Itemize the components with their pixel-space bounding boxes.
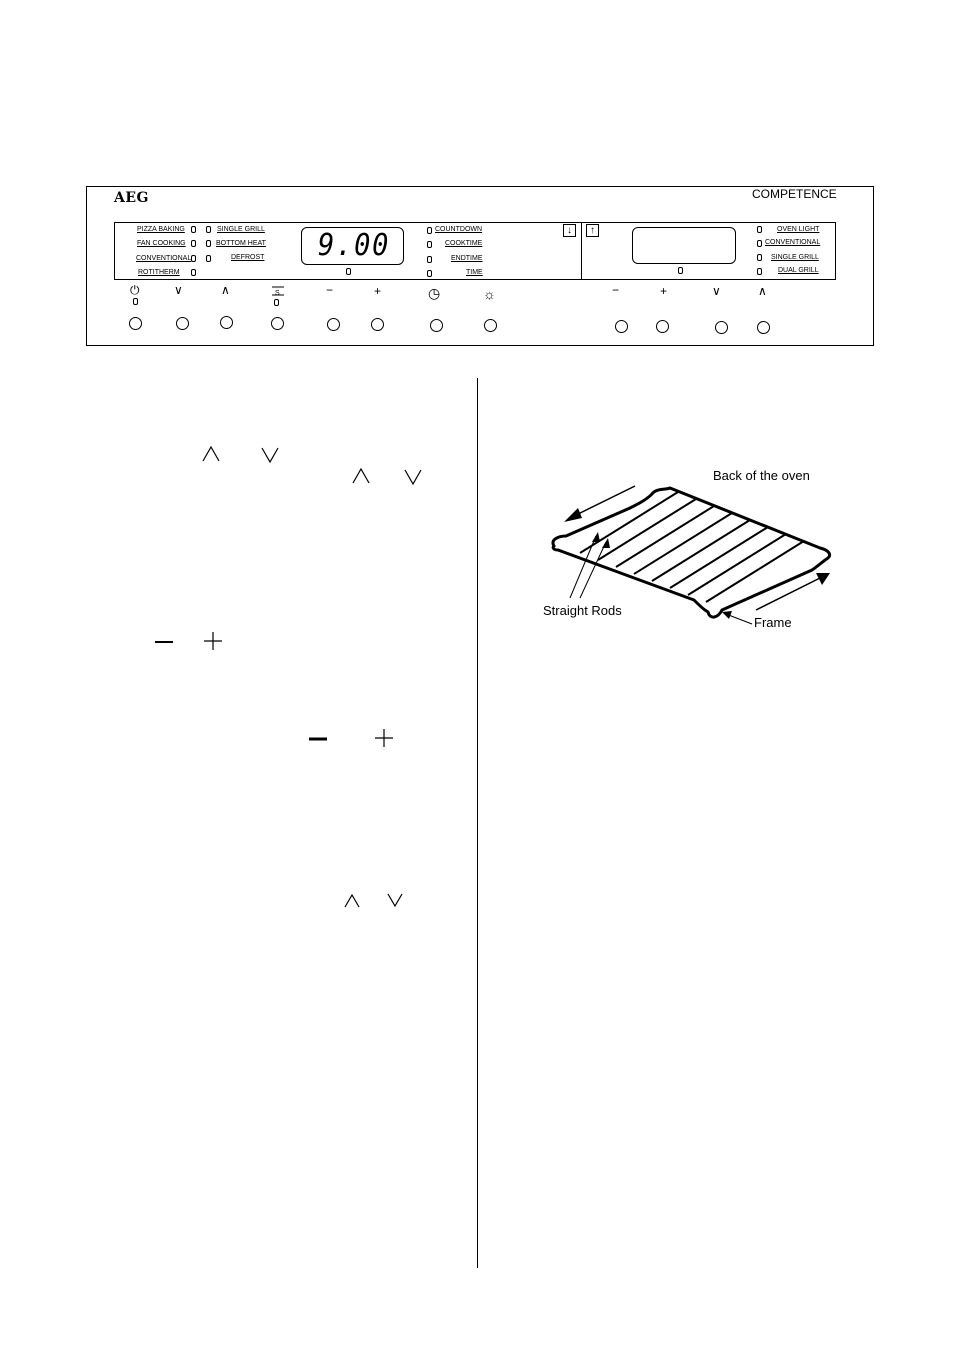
right-mode-dual-grill: DUAL GRILL [778,267,819,274]
mode-down-button[interactable] [176,317,189,330]
minus-icon [308,729,328,749]
display-value: 9.00 [318,228,391,263]
chevron-up-icon [344,894,360,908]
minus-icon: − [612,283,620,297]
right-display-led [678,267,683,274]
chevron-down-icon: ∨ [712,284,721,298]
arrow-down-icon: ↓ [563,224,576,237]
timer-led [427,256,432,263]
column-divider [477,378,478,1268]
mode-label-bottom-heat: BOTTOM HEAT [216,240,266,247]
mode-led [206,255,211,262]
grill-icon [271,286,285,296]
mode-led [191,226,196,233]
mode-led [206,226,211,233]
plus-icon: + [660,284,668,298]
right-mode-led [757,226,762,233]
right-mode-led [757,254,762,261]
timer-label-time: TIME [466,269,483,276]
mode-label-defrost: DEFROST [231,254,265,261]
mode-led [191,255,196,262]
back-of-oven-label: Back of the oven [713,468,810,483]
right-mode-led [757,240,762,247]
mode-label-single-grill: SINGLE GRILL [217,226,265,233]
mode-led [191,269,196,276]
right-up-button[interactable] [757,321,770,334]
mode-label-fan: FAN COOKING [137,240,186,247]
right-down-button[interactable] [715,321,728,334]
timer-led [427,227,432,234]
mode-led [191,240,196,247]
timer-label-cooktime: COOKTIME [445,240,483,247]
mode-label-rotitherm: ROTITHERM [138,269,180,276]
timer-label-endtime: ENDTIME [451,255,483,262]
model-name: COMPETENCE [752,187,837,201]
straight-rods-label: Straight Rods [543,603,622,618]
timer-label-countdown: COUNTDOWN [435,226,483,233]
right-minus-button[interactable] [615,320,628,333]
chevron-up-icon [352,468,370,484]
plus-icon [203,631,223,651]
chevron-down-icon [404,469,422,485]
power-led [133,298,138,305]
power-button[interactable] [129,317,142,330]
minus-button[interactable] [327,318,340,331]
grill-button[interactable] [271,317,284,330]
minus-icon: − [326,283,334,297]
light-button[interactable] [484,319,497,332]
panel-divider [581,222,582,280]
mode-up-button[interactable] [220,316,233,329]
plus-icon: + [374,284,382,298]
timer-led [427,241,432,248]
right-mode-conventional: CONVENTIONAL [765,239,821,246]
chevron-down-icon: ∨ [174,283,183,297]
grill-led [274,299,279,306]
straight-rods [580,492,804,602]
arrow-up-icon: ↑ [586,224,599,237]
right-mode-oven-light: OVEN LIGHT [777,226,820,233]
plus-icon [374,728,394,748]
timer-led [427,270,432,277]
chevron-up-icon: ∧ [221,283,230,297]
mode-led [206,240,211,247]
shelf-frame [553,488,830,617]
right-mode-single-grill: SINGLE GRILL [771,254,819,261]
mode-label-pizza: PIZZA BAKING [137,226,185,233]
frame-label: Frame [754,615,792,630]
mode-label-conventional: CONVENTIONAL [136,255,192,262]
power-icon: ⏻ [130,283,140,297]
right-mode-led [757,268,762,275]
right-display [632,227,736,264]
display-led [346,268,351,275]
chevron-up-icon [202,446,220,462]
svg-text:S: S [275,290,280,296]
chevron-down-icon [387,893,403,907]
right-plus-button[interactable] [656,320,669,333]
clock-icon: ◷ [428,285,441,301]
front-arrow [756,578,820,610]
chevron-up-icon: ∧ [758,284,767,298]
minus-icon [154,632,174,652]
brand-logo: AEG [114,190,149,206]
chevron-down-icon [261,447,279,463]
light-icon: ☼ [483,286,496,302]
plus-button[interactable] [371,318,384,331]
back-arrow [574,486,635,516]
clock-button[interactable] [430,319,443,332]
